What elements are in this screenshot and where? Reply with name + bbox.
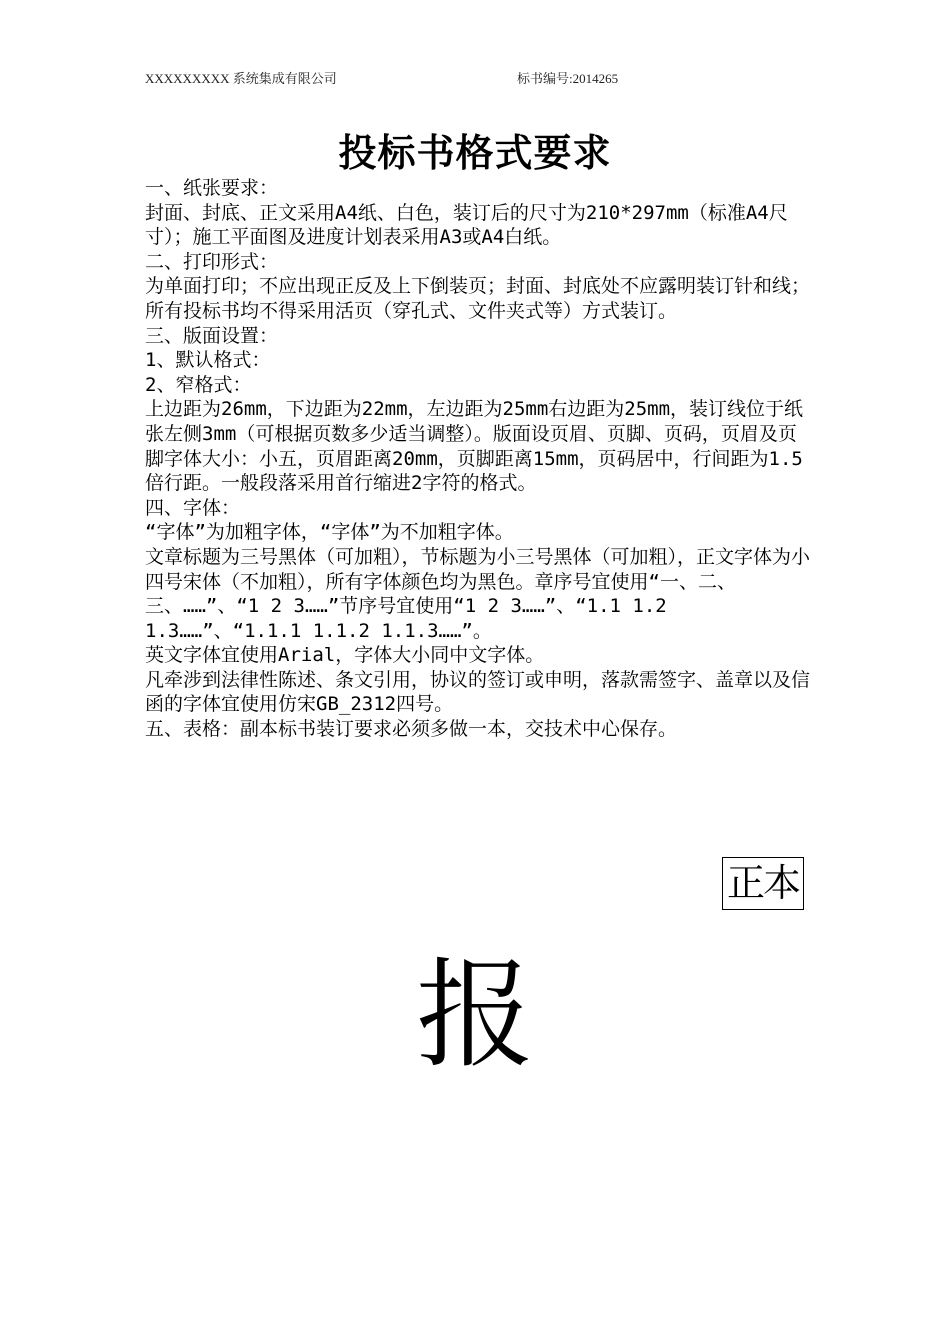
paragraph-paper: 封面、封底、正文采用A4纸、白色，装订后的尺寸为210*297mm（标准A4尺寸）；施工平面图及进度计划表采用A3或A4白纸。 bbox=[145, 201, 788, 249]
section-heading-layout: 三、版面设置： bbox=[145, 324, 279, 347]
document-body bbox=[145, 176, 810, 742]
section-heading-tables: 五、表格：副本标书装订要求必须多做一本，交技术中心保存。 bbox=[145, 718, 678, 741]
subheading-default-format: 1、默认格式： bbox=[145, 349, 271, 372]
header-company-name: XXXXXXXXX 系统集成有限公司 bbox=[145, 71, 337, 86]
paragraph-printing: 为单面打印；不应出现正反及上下倒装页；封面、封底处不应露明装订针和线；所有投标书均不得采用活页（穿孔式、文件夹式等）方式装订。 bbox=[145, 275, 811, 322]
section-heading-printing: 二、打印形式： bbox=[145, 250, 279, 273]
subheading-narrow-format: 2、窄格式： bbox=[145, 373, 252, 396]
original-copy-stamp: 正本 bbox=[722, 857, 804, 910]
paragraph-font-bold: “字体”为加粗字体，“字体”为不加粗字体。 bbox=[145, 521, 514, 544]
large-character: 报 bbox=[415, 946, 534, 1084]
header-tender-number: 标书编号:2014265 bbox=[517, 71, 619, 86]
paragraph-legal-font: 凡牵涉到法律性陈述、条文引用，协议的签订或申明，落款需签字、盖章以及信函的字体宜使用仿宋GB_2312四号。 bbox=[145, 668, 811, 716]
paragraph-font-sizes: 文章标题为三号黑体（可加粗），节标题为小三号黑体（可加粗），正文字体为小四号宋体（不加粗），所有字体颜色均为黑色。章序号宜使用“一、二、三、……”、“1 2 3……”节序号宜使用“1 2 3……”、“1.1 1.2 1.3……”、“1.1.1 1.1.2 1.1.3……”。 bbox=[145, 545, 811, 642]
document-title: 投标书格式要求 bbox=[338, 131, 612, 175]
section-heading-fonts: 四、字体： bbox=[145, 496, 241, 519]
paragraph-margins: 上边距为26mm，下边距为22mm，左边距为25mm右边距为25mm，装订线位于纸张左侧3mm（可根据页数多少适当调整）。版面设页眉、页脚、页码，页眉及页脚字体大小：小五，页眉距离20mm，页脚距离15mm，页码居中，行间距为1.5倍行距。一般段落采用首行缩进2字符的格式。 bbox=[145, 398, 804, 495]
section-heading-paper: 一、纸张要求： bbox=[145, 177, 279, 199]
paragraph-english-font: 英文字体宜使用Arial，字体大小同中文字体。 bbox=[145, 644, 545, 667]
